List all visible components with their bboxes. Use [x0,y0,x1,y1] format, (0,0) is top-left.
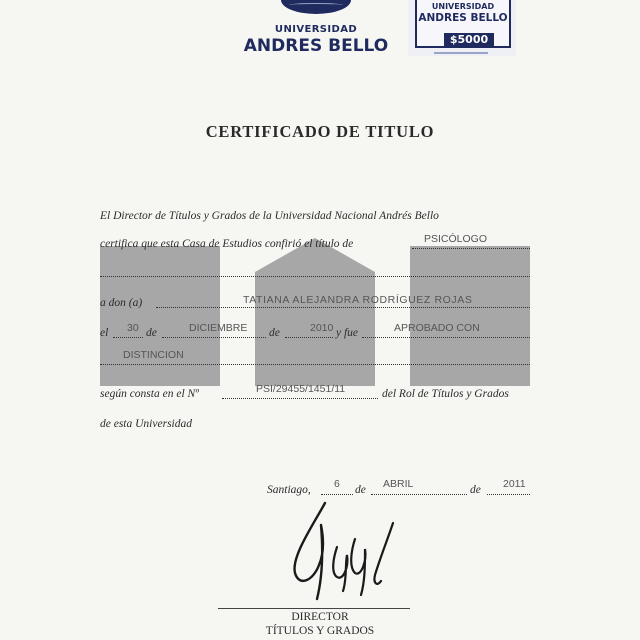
document-title: CERTIFICADO DE TITULO [205,122,435,141]
stamp-value: $5000 [444,33,494,47]
logo-name-line1: UNIVERSIDAD [274,24,358,35]
day-field: 30 [127,322,139,334]
stamp-frame [415,0,511,48]
issue-month-field: ABRIL [383,478,414,490]
director-signature [285,495,405,605]
issue-year-field: 2011 [503,478,526,490]
record-dotted-line [222,398,378,399]
record-number-field: PSI/29455/1451/11 [256,383,346,395]
degree-prefix: certifica que esta Casa de Estudios confirió el título de [100,238,354,250]
issue-year-dotted-line [487,494,530,495]
year-field: 2010 [310,322,334,334]
university-logo [236,0,396,60]
record-prefix: según consta en el Nº [100,388,199,400]
graduate-name-field: TATIANA ALEJANDRA RODRÍGUEZ ROJAS [243,294,473,306]
date-el: el [100,327,109,339]
result-yfue: y fue [336,327,359,339]
stamp-name-line2: ANDRES BELLO [418,12,508,24]
year-dotted-line [285,337,333,338]
issue-day-field: 6 [334,478,340,490]
signer-role-line1: DIRECTOR [291,611,349,623]
place-label: Santiago, [267,484,311,496]
month-field: DICIEMBRE [189,322,248,334]
signer-role-line2: TÍTULOS Y GRADOS [265,625,375,637]
place-de2: de [470,484,481,496]
intro-line: El Director de Títulos y Grados de la Universidad Nacional Andrés Bello [100,210,439,222]
name-prefix: a don (a) [100,297,143,309]
result-continued-dotted-line [100,364,530,365]
month-dotted-line [162,337,266,338]
blank-dotted-line [100,276,530,277]
place-de1: de [355,484,366,496]
day-dotted-line [113,337,143,338]
name-dotted-line [156,307,530,308]
watermark-block-right [410,246,530,386]
date-de2: de [269,327,280,339]
stamp-fine-print [434,52,488,54]
stamp-name-line1: UNIVERSIDAD [431,2,495,11]
logo-name-line2: ANDRES BELLO [243,36,389,56]
degree-field: PSICÓLOGO [424,233,488,245]
result-dotted-line [362,337,530,338]
date-de1: de [146,327,157,339]
record-suffix: del Rol de Títulos y Grados [382,388,509,400]
fee-stamp [408,0,516,56]
result-field-part2: DISTINCION [123,349,184,361]
signature-line [218,608,410,609]
watermark-block-left [100,246,220,386]
university-seal-icon [281,0,351,14]
degree-dotted-line [412,248,530,249]
result-field-part1: APROBADO CON [394,322,480,334]
university-line: de esta Universidad [100,418,192,430]
